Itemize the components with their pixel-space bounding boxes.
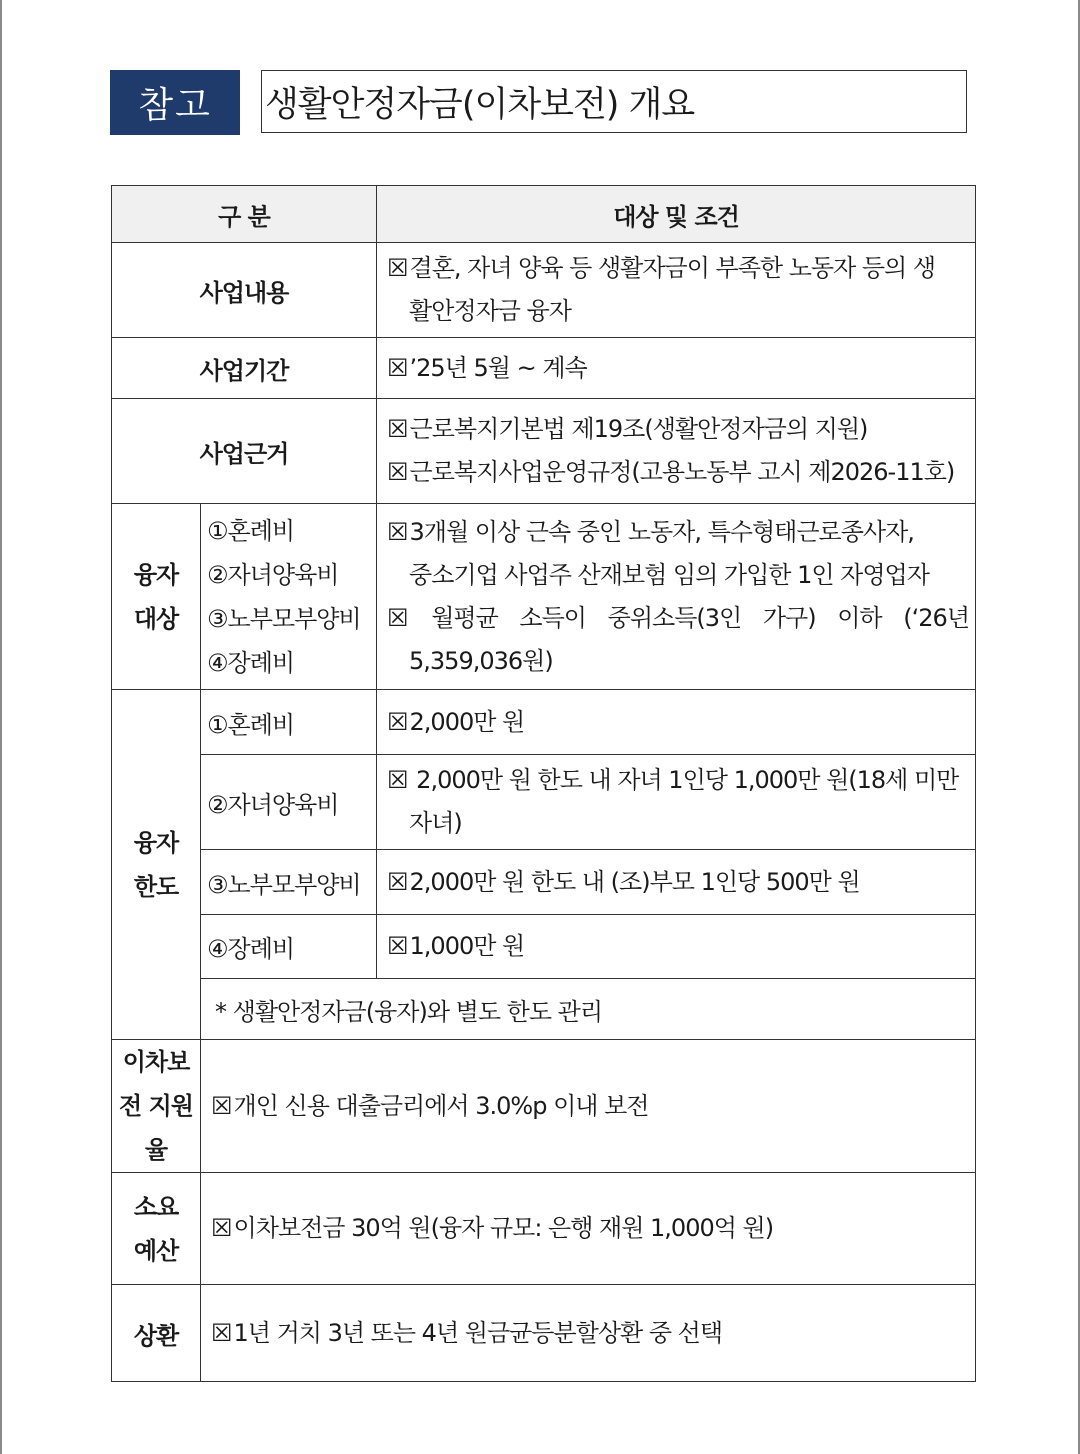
condition-text: 근로복지사업운영규정(고용노동부 고시 제2026-11호) — [409, 458, 955, 486]
row-label-budget — [112, 1173, 201, 1285]
condition-text: 이차보전금 30억 원(융자 규모: 은행 재원 1,000억 원) — [233, 1214, 774, 1242]
table-row — [112, 1285, 976, 1382]
table-row — [112, 850, 976, 915]
overview-table — [111, 185, 976, 1382]
checkbox-icon: ☒ — [387, 707, 408, 736]
repayment-cell — [201, 1285, 976, 1382]
row-label-interest-subsidy — [112, 1040, 201, 1173]
limit-parent-support-cell — [377, 850, 976, 915]
condition-text: 3개월 이상 근속 중인 노동자, 특수형태근로종사자, — [409, 517, 914, 546]
table-row — [112, 1040, 976, 1173]
limit-note: * 생활안정자금(융자)와 별도 한도 관리 — [201, 979, 976, 1040]
row-label-business-basis: 사업근거 — [112, 399, 377, 504]
table-row — [112, 399, 976, 504]
condition-text: 1,000만 원 — [409, 932, 525, 960]
business-period-cell — [377, 338, 976, 399]
table-row — [112, 915, 976, 979]
budget-cell — [201, 1173, 976, 1285]
checkbox-icon: ☒ — [211, 1214, 232, 1242]
checkbox-icon: ☒ — [387, 766, 408, 794]
limit-type-parent-support: ③노부모부양비 — [201, 850, 377, 915]
row-label-business-period: 사업기간 — [112, 338, 377, 399]
checkbox-icon: ☒ — [387, 254, 408, 282]
table-row — [112, 755, 976, 850]
loan-target-types — [201, 504, 377, 690]
condition-text: 2,000만 원 한도 내 (조)부모 1인당 500만 원 — [409, 867, 860, 896]
checkbox-icon: ☒ — [387, 867, 408, 896]
condition-text: 월평균 소득이 중위소득(3인 가구) 이하 (‘26년 — [431, 603, 970, 632]
row-label-loan-target — [112, 504, 201, 690]
checkbox-icon: ☒ — [387, 603, 408, 632]
reference-badge: 참고 — [110, 70, 240, 135]
condition-text: 1년 거치 3년 또는 4년 원금균등분할상환 중 선택 — [233, 1318, 723, 1347]
checkbox-icon: ☒ — [211, 1091, 232, 1120]
document-title: 생활안정자금(이차보전) 개요 — [261, 70, 967, 133]
business-basis-cell — [377, 399, 976, 504]
limit-type-funeral: ④장례비 — [201, 915, 377, 979]
limit-childcare-cell — [377, 755, 976, 850]
table-row — [112, 504, 976, 690]
limit-funeral-cell — [377, 915, 976, 979]
limit-wedding-cell — [377, 690, 976, 755]
header-category: 구 분 — [112, 186, 377, 243]
table-row — [112, 690, 976, 755]
table-row — [112, 338, 976, 399]
checkbox-icon: ☒ — [387, 932, 408, 960]
row-label-business-content: 사업내용 — [112, 243, 377, 338]
row-label-loan-limit — [112, 690, 201, 1040]
condition-text: 2,000만 원 — [409, 707, 525, 736]
condition-continuation: 자녀) — [409, 809, 462, 837]
label-line: 소요 — [133, 1192, 179, 1221]
table-row — [112, 1173, 976, 1285]
limit-type-wedding: ①혼례비 — [201, 690, 377, 755]
condition-text: 결혼, 자녀 양육 등 생활자금이 부족한 노동자 등의 생 — [409, 254, 936, 282]
type-childcare: ②자녀양육비 — [207, 560, 339, 589]
condition-line — [387, 247, 969, 290]
header-condition: 대상 및 조건 — [377, 186, 976, 243]
label-line: 대상 — [133, 604, 179, 633]
label-line: 융자 — [133, 828, 179, 857]
condition-text: 개인 신용 대출금리에서 3.0%p 이내 보전 — [233, 1091, 649, 1120]
label-line: 융자 — [133, 560, 179, 589]
label-line: 전 지원 — [119, 1092, 193, 1120]
table-row — [112, 979, 976, 1040]
page-edge-left — [0, 0, 2, 1454]
business-content-cell — [377, 243, 976, 338]
interest-subsidy-cell — [201, 1040, 976, 1173]
checkbox-icon: ☒ — [387, 517, 408, 546]
label-line: 한도 — [133, 872, 179, 901]
condition-text: ’25년 5월 ~ 계속 — [409, 353, 587, 382]
checkbox-icon: ☒ — [387, 353, 408, 382]
table-header-row — [112, 186, 976, 243]
label-line: 예산 — [133, 1236, 179, 1265]
checkbox-icon: ☒ — [387, 415, 408, 443]
checkbox-icon: ☒ — [387, 458, 408, 486]
row-label-repayment: 상환 — [112, 1285, 201, 1382]
label-line: 이차보 — [122, 1048, 190, 1076]
label-line: 율 — [144, 1136, 168, 1164]
checkbox-icon: ☒ — [211, 1318, 232, 1347]
loan-target-cell — [377, 504, 976, 690]
condition-continuation: 활안정자금 융자 — [409, 297, 571, 325]
type-parent-support: ③노부모부양비 — [207, 604, 361, 633]
limit-type-childcare: ②자녀양육비 — [201, 755, 377, 850]
condition-continuation: 5,359,036원) — [409, 646, 553, 675]
table-row — [112, 243, 976, 338]
condition-continuation: 중소기업 사업주 산재보험 임의 가입한 1인 자영업자 — [409, 560, 929, 589]
condition-text: 2,000만 원 한도 내 자녀 1인당 1,000만 원(18세 미만 — [416, 766, 959, 794]
condition-text: 근로복지기본법 제19조(생활안정자금의 지원) — [409, 415, 868, 443]
condition-line — [387, 597, 969, 640]
type-funeral: ④장례비 — [207, 648, 295, 677]
type-wedding: ①혼례비 — [207, 516, 295, 545]
